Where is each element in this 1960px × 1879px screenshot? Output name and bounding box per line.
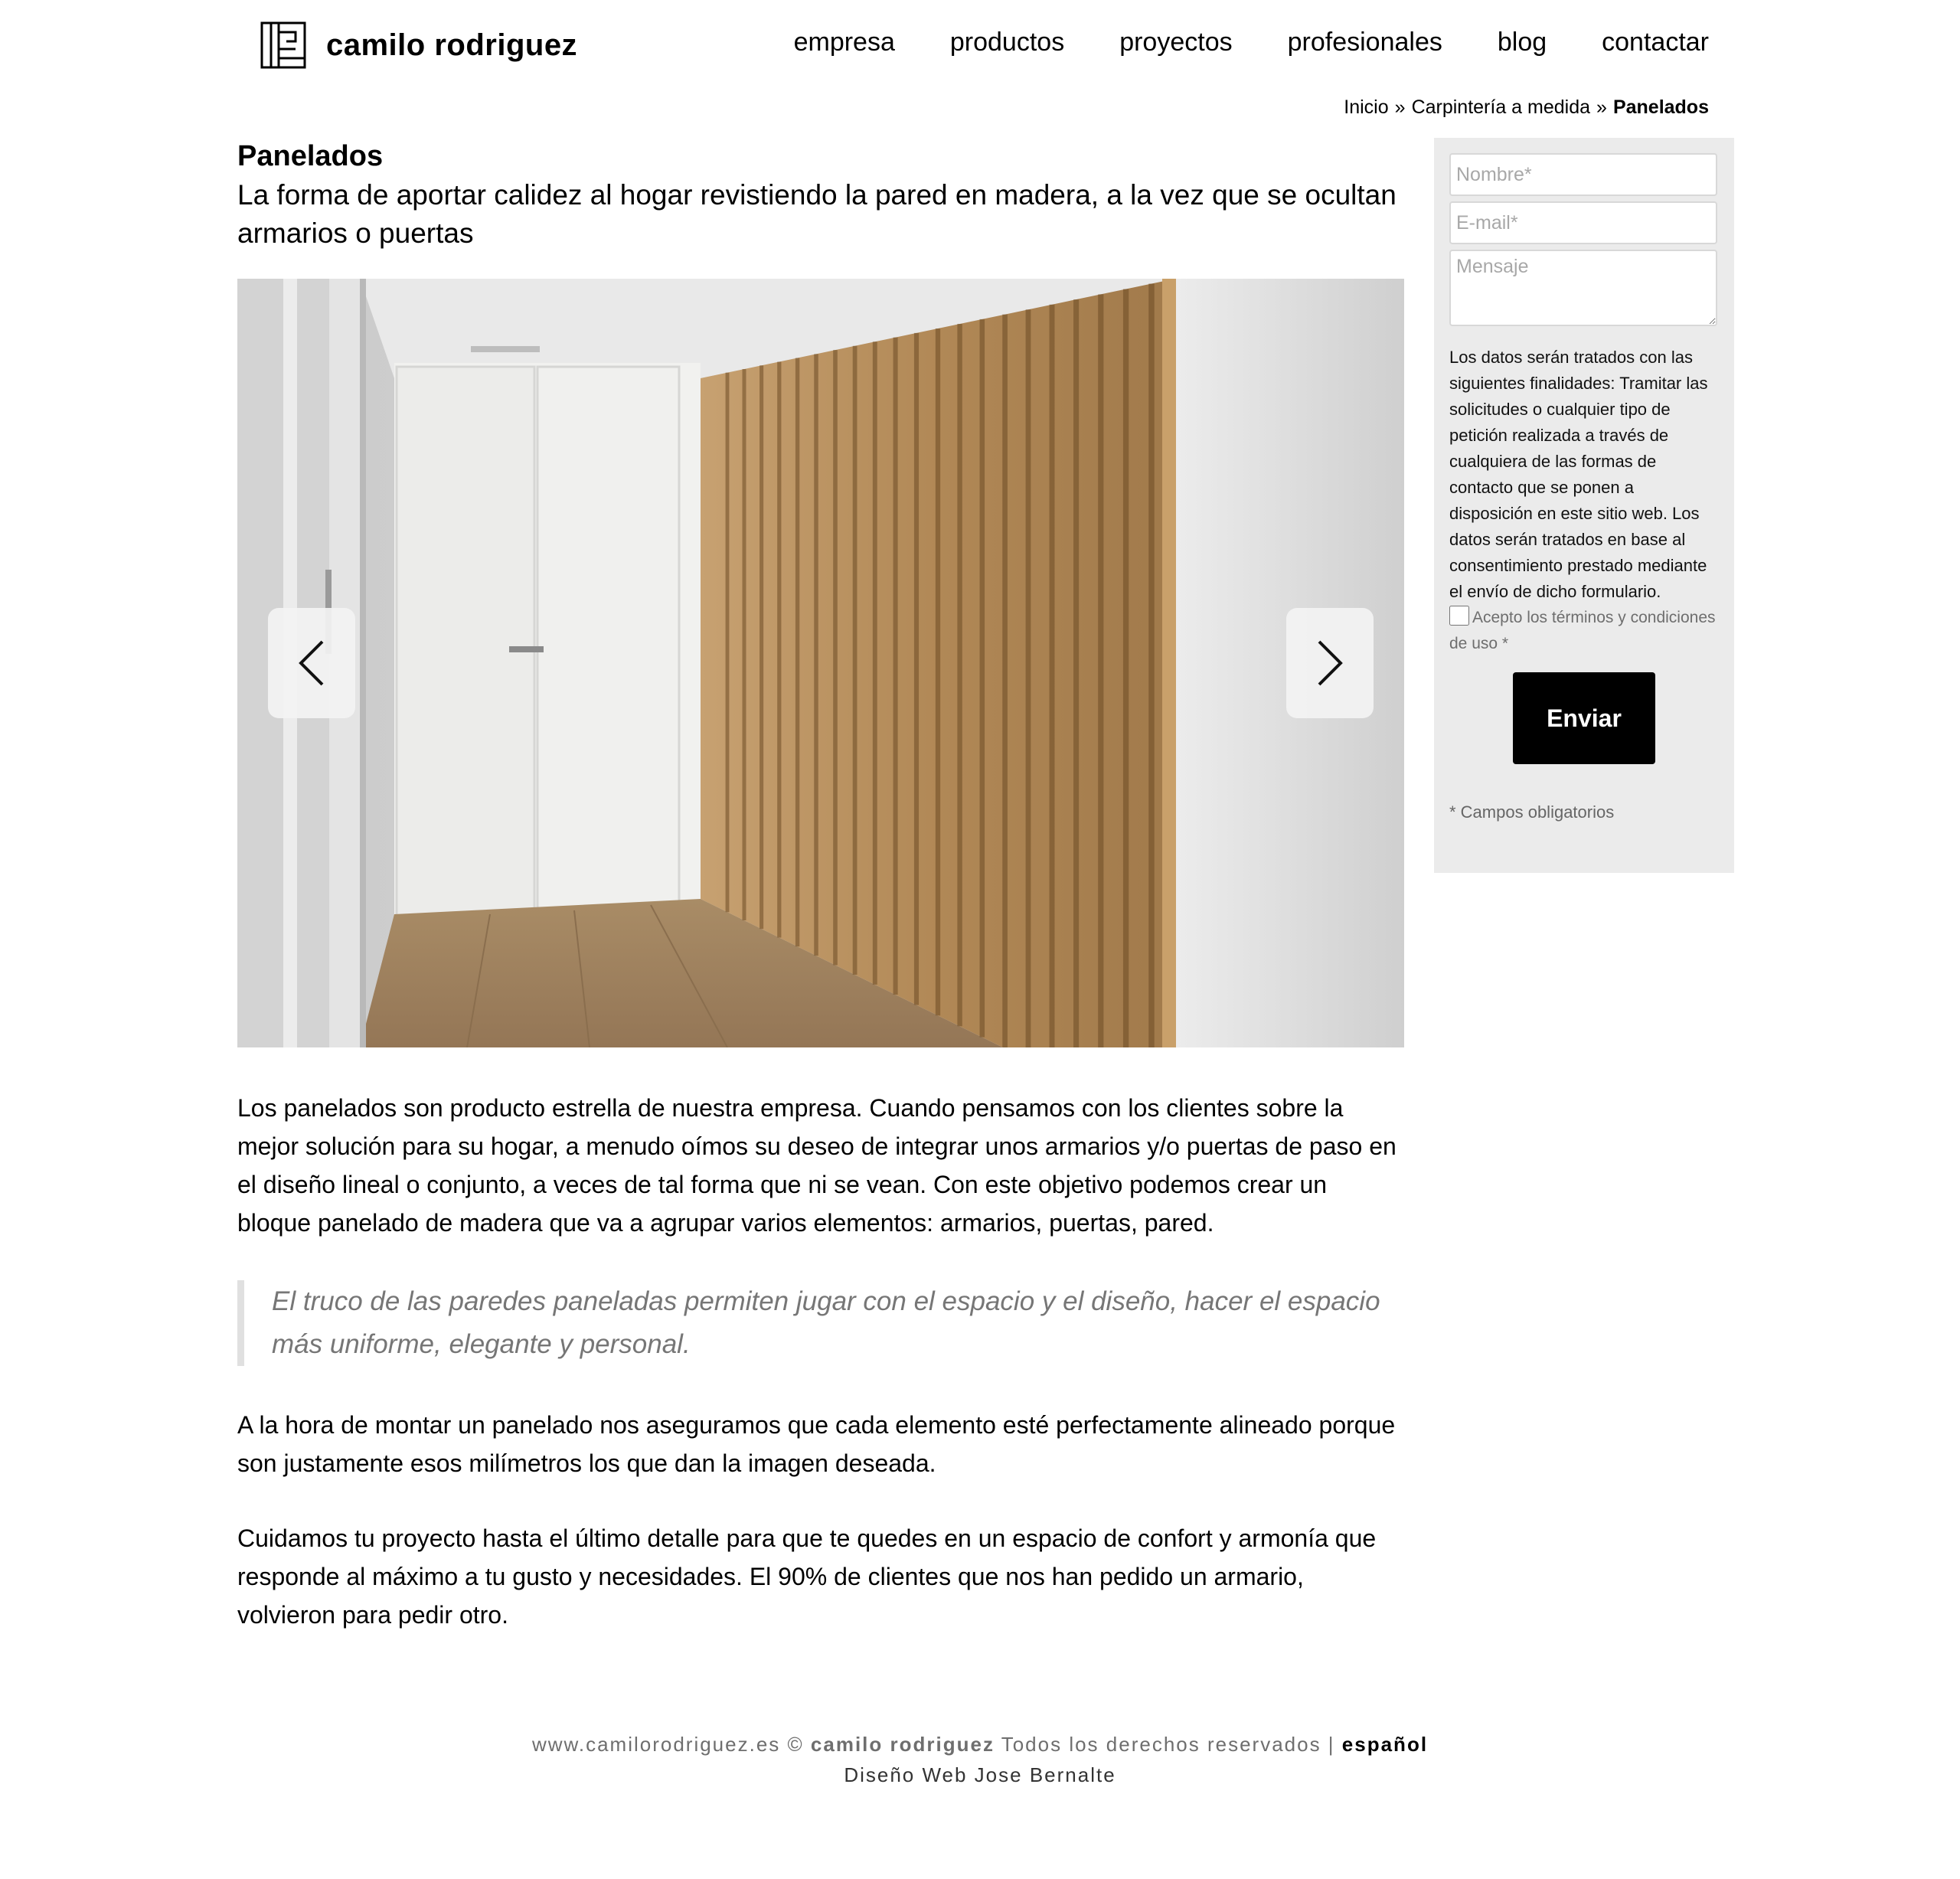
- language-selector[interactable]: español: [1341, 1733, 1429, 1756]
- name-field[interactable]: [1449, 153, 1717, 196]
- nav-item-empresa[interactable]: empresa: [793, 28, 895, 57]
- send-button[interactable]: Enviar: [1513, 672, 1655, 764]
- slider-next-button[interactable]: [1286, 608, 1374, 718]
- nav-item-profesionales[interactable]: profesionales: [1287, 28, 1442, 57]
- pull-quote: El truco de las paredes paneladas permiten jugar con el espacio y el diseño, hacer el espacio más uniforme, elegante y personal.: [237, 1280, 1404, 1366]
- nav-item-contactar[interactable]: contactar: [1602, 28, 1709, 57]
- site-header: [0, 0, 1960, 92]
- footer-rights: Todos los derechos reservados |: [1001, 1733, 1335, 1756]
- privacy-notice: Los datos serán tratados con las siguientes finalidades: Tramitar las solicitudes o cualquier tipo de petición realizada a través de cualquiera de las formas de contacto que se ponen a disposición en este sitio web. Los datos serán tratados en base al consentimiento prestado mediante el envío de dicho formulario.: [1449, 348, 1708, 601]
- chevron-left-icon: [296, 639, 327, 688]
- main-content: [237, 136, 1404, 1634]
- paragraph-detail: Cuidamos tu proyecto hasta el último detalle para que te quedes en un espacio de confort y armonía que responde al máximo a tu gusto y necesidades. El 90% de clientes que nos han pedido un armario, volvieron para pedir otro.: [237, 1524, 1377, 1629]
- breadcrumb-current: Panelados: [1612, 96, 1709, 118]
- logo-mark-icon: [260, 21, 306, 69]
- nav-item-productos[interactable]: productos: [949, 28, 1065, 57]
- email-field[interactable]: [1449, 201, 1717, 244]
- nav-item-blog[interactable]: blog: [1497, 28, 1547, 57]
- logo-text: camilo rodriguez: [326, 28, 578, 62]
- contact-form-panel: [1434, 138, 1734, 873]
- footer-credit[interactable]: Diseño Web Jose Bernalte: [844, 1763, 1116, 1786]
- paragraph-intro: Los panelados son producto estrella de nuestra empresa. Cuando pensamos con los clientes sobre la mejor solución para su hogar, a menudo oímos su deseo de integrar unos armarios y/o puertas de paso en el diseño lineal o conjunto, a veces de tal forma que ni se vean. Con este objetivo podemos crear un bloque panelado de madera que va a agrupar varios elementos: armarios, puertas, pared.: [237, 1094, 1396, 1237]
- site-footer: [0, 1729, 1960, 1790]
- footer-brand: camilo rodriguez: [810, 1733, 995, 1756]
- paragraph-alignment: A la hora de montar un panelado nos aseguramos que cada elemento esté perfectamente alineado porque son justamente esos milímetros los que dan la imagen deseada.: [237, 1411, 1396, 1477]
- breadcrumb: [1344, 96, 1709, 119]
- slider-photo: [237, 279, 1404, 1047]
- main-nav: [739, 28, 1709, 57]
- contact-form: [1449, 153, 1719, 822]
- message-field[interactable]: [1449, 250, 1717, 326]
- breadcrumb-home[interactable]: Inicio: [1344, 96, 1389, 118]
- image-slider[interactable]: [237, 279, 1404, 1047]
- breadcrumb-separator: »: [1394, 96, 1406, 118]
- consent-label[interactable]: [1449, 609, 1716, 652]
- consent-checkbox[interactable]: [1449, 606, 1469, 626]
- page-title: Panelados: [237, 140, 384, 172]
- chevron-right-icon: [1315, 639, 1345, 688]
- footer-site: www.camilorodriguez.es ©: [531, 1733, 804, 1756]
- footer-copyright: [0, 1729, 1960, 1760]
- slider-prev-button[interactable]: [268, 608, 355, 718]
- nav-item-proyectos[interactable]: proyectos: [1119, 28, 1233, 57]
- required-fields-note: * Campos obligatorios: [1449, 802, 1615, 822]
- breadcrumb-category[interactable]: Carpintería a medida: [1411, 96, 1591, 118]
- site-logo[interactable]: [260, 21, 577, 69]
- page-subtitle: La forma de aportar calidez al hogar revistiendo la pared en madera, a la vez que se ocultan armarios o puertas: [237, 179, 1396, 249]
- consent-text: Acepto los términos y condiciones de uso *: [1449, 609, 1716, 652]
- breadcrumb-separator: »: [1596, 96, 1607, 118]
